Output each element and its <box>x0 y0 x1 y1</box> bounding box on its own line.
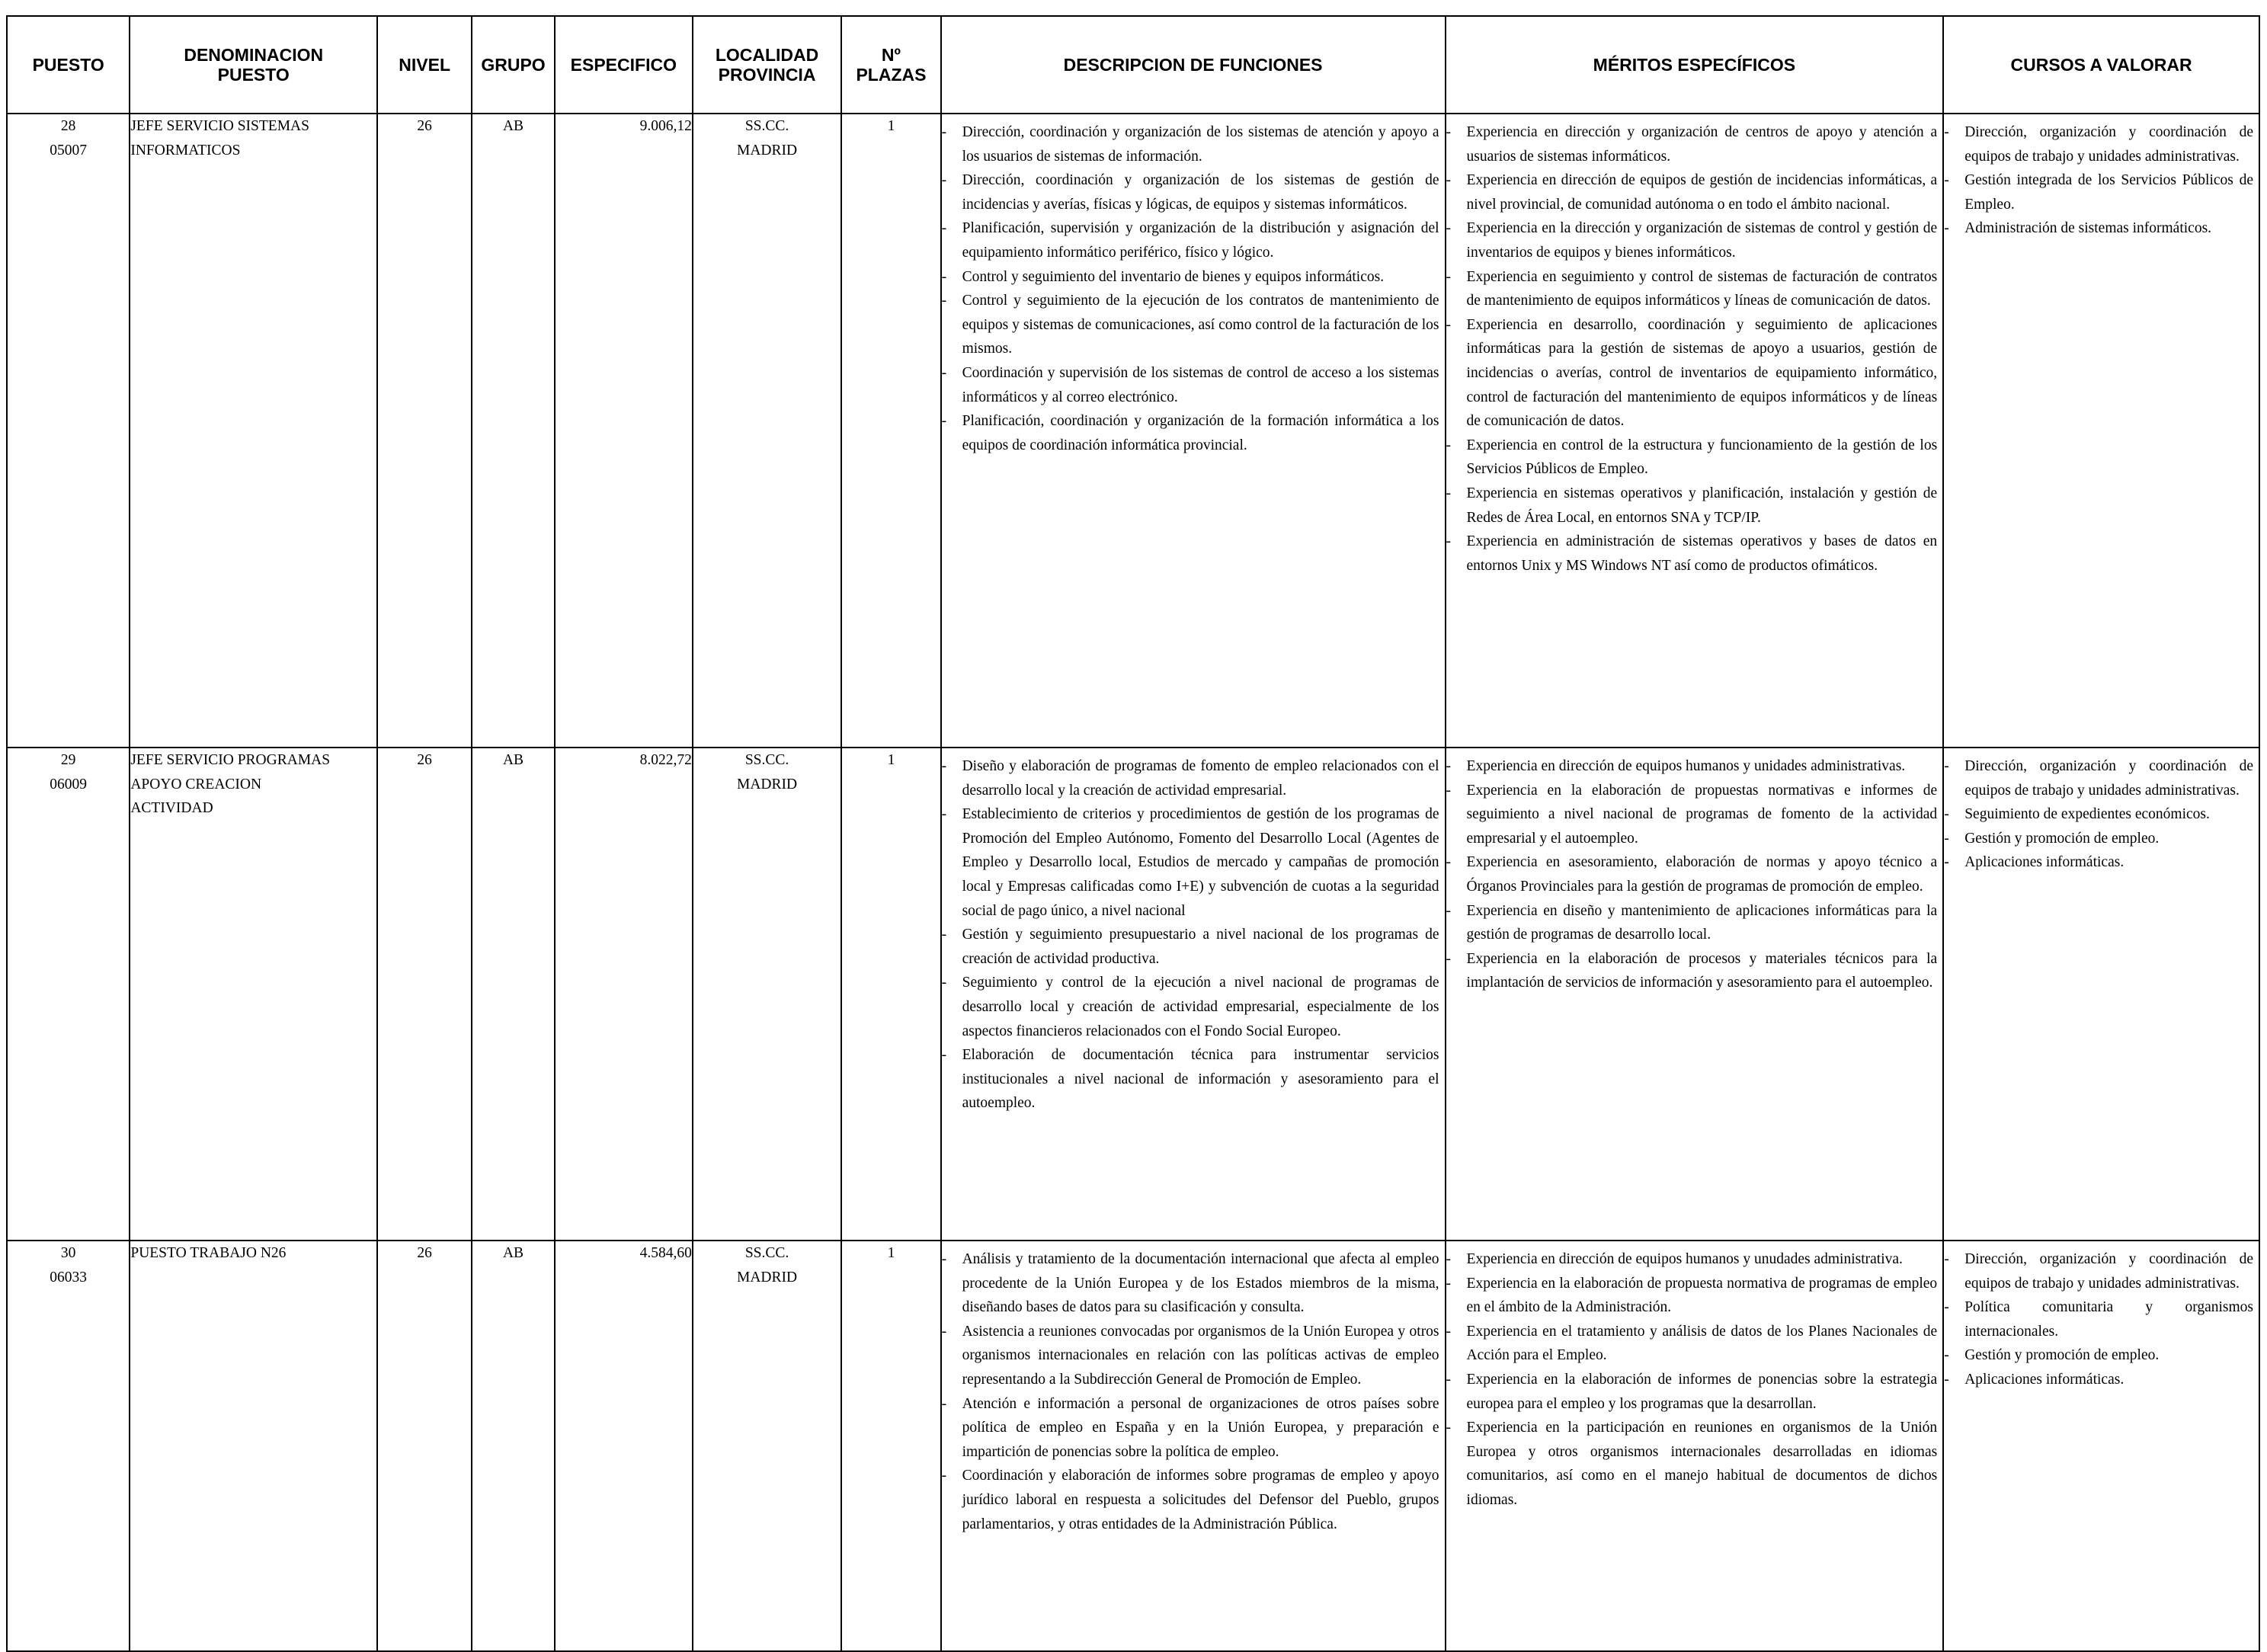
merito-item <box>1446 216 1938 264</box>
provincia-value: MADRID <box>737 142 798 158</box>
bullet-dash: - <box>1446 1420 1452 1436</box>
cursos-cell <box>1943 1241 2259 1651</box>
plazas-cell: 1 <box>841 1241 940 1651</box>
provincia-value: MADRID <box>737 1269 798 1285</box>
bullet-dash: - <box>1944 124 1949 140</box>
funcion-item <box>942 802 1439 923</box>
table-row <box>7 748 2259 1241</box>
funcion-item <box>942 971 1439 1043</box>
denominacion-line: APOYO CREACION <box>130 776 262 792</box>
localidad-value: SS.CC. <box>744 752 789 768</box>
bullet-dash: - <box>1944 854 1949 871</box>
bullet-dash: - <box>941 758 947 774</box>
bullet-dash: - <box>1944 1347 1949 1364</box>
merito-item <box>1446 120 1938 168</box>
funcion-item <box>942 1464 1439 1536</box>
nivel-cell: 26 <box>377 114 472 748</box>
funcion-item <box>942 289 1439 361</box>
curso-item <box>1944 1343 2253 1368</box>
localidad-cell <box>693 114 841 748</box>
funcion-item-text: Establecimiento de criterios y procedimientos de gestión de los programas de Promoción del Empleo Autónomo, Fomento del Desarrollo Local (Agentes de Empleo y Desarrollo local, Estudios de mercado y campañas de promoción local y Empresas calificadas como I+E) y subvención de cuotas a la seguridad social de pago único, a nivel nacional <box>962 806 1439 919</box>
puesto-number: 30 <box>60 1245 76 1261</box>
merito-item <box>1446 754 1938 779</box>
curso-item-text: Dirección, organización y coordinación de equipos de trabajo y unidades administrativas. <box>1964 1251 2253 1292</box>
curso-item-text: Seguimiento de expedientes económicos. <box>1964 806 2210 823</box>
funcion-item <box>942 754 1439 802</box>
header-plazas: Nº PLAZAS <box>841 16 940 114</box>
merito-item <box>1446 1368 1938 1416</box>
bullet-dash: - <box>1446 902 1452 919</box>
merito-item-text: Experiencia en diseño y mantenimiento de aplicaciones informáticas para la gestión de programas de desarrollo local. <box>1466 902 1938 943</box>
denominacion-line: INFORMATICOS <box>130 142 241 158</box>
meritos-cell <box>1446 748 1944 1241</box>
bullet-dash: - <box>1944 1251 1949 1267</box>
bullet-dash: - <box>941 1323 947 1340</box>
curso-item <box>1944 1295 2253 1343</box>
denominacion-line: JEFE SERVICIO PROGRAMAS <box>130 752 331 768</box>
denominacion-line: JEFE SERVICIO SISTEMAS <box>130 118 309 134</box>
header-grupo: GRUPO <box>472 16 555 114</box>
table-row <box>7 1241 2259 1651</box>
especifico-cell: 9.006,12 <box>555 114 693 748</box>
denominacion-line: ACTIVIDAD <box>130 800 213 817</box>
curso-item-text: Aplicaciones informáticas. <box>1964 854 2125 871</box>
merito-item-text: Experiencia en el tratamiento y análisis de datos de los Planes Nacionales de Acción para el Empleo. <box>1466 1323 1938 1364</box>
merito-item <box>1446 434 1938 482</box>
curso-item <box>1944 850 2253 875</box>
bullet-dash: - <box>941 1395 947 1412</box>
funcion-item-text: Dirección, coordinación y organización de los sistemas de gestión de incidencias y averías, físicas y lógicas, de equipos y sistemas informáticos. <box>962 172 1439 213</box>
localidad-value: SS.CC. <box>744 118 789 134</box>
localidad-cell <box>693 748 841 1241</box>
cursos-list <box>1944 748 2259 875</box>
bullet-dash: - <box>941 413 947 430</box>
funciones-list <box>942 748 1445 1116</box>
merito-item-text: Experiencia en control de la estructura y funcionamiento de la gestión de los Servicios Públicos de Empleo. <box>1466 437 1938 478</box>
bullet-dash: - <box>1446 758 1452 774</box>
funcion-item-text: Planificación, coordinación y organización de la formación informática a los equipos de coordinación informática provincial. <box>962 413 1439 453</box>
bullet-dash: - <box>1446 316 1452 333</box>
bullet-dash: - <box>1446 1371 1452 1388</box>
funcion-item-text: Coordinación y supervisión de los sistemas de control de acceso a los sistemas informáticos y al correo electrónico. <box>962 364 1439 405</box>
merito-item-text: Experiencia en la dirección y organización de sistemas de control y gestión de inventarios de equipos y bienes informáticos. <box>1466 220 1938 261</box>
header-nivel: NIVEL <box>377 16 472 114</box>
merito-item <box>1446 899 1938 947</box>
bullet-dash: - <box>941 220 947 237</box>
bullet-dash: - <box>1944 806 1949 823</box>
bullet-dash: - <box>1944 1299 1949 1316</box>
funcion-item <box>942 923 1439 971</box>
funcion-item <box>942 1320 1439 1392</box>
funciones-cell <box>941 748 1446 1241</box>
curso-item-text: Gestión integrada de los Servicios Públicos de Empleo. <box>1964 172 2253 213</box>
bullet-dash: - <box>1944 1371 1949 1388</box>
funcion-item <box>942 120 1439 168</box>
puesto-cell <box>7 1241 130 1651</box>
bullet-dash: - <box>1446 1251 1452 1267</box>
meritos-list <box>1446 1241 1943 1513</box>
bullet-dash: - <box>1446 533 1452 550</box>
puesto-cell <box>7 114 130 748</box>
merito-item-text: Experiencia en desarrollo, coordinación y seguimiento de aplicaciones informáticas para la gestión de sistemas de apoyo a usuarios, gestión de incidencias o averías, control de inventarios de equipamiento informático, control de facturación del mantenimiento de equipos informáticos y de líneas de comunicación de datos. <box>1466 316 1938 430</box>
curso-item <box>1944 216 2253 241</box>
merito-item <box>1446 1320 1938 1368</box>
puesto-code: 05007 <box>50 142 88 158</box>
merito-item <box>1446 313 1938 434</box>
curso-item <box>1944 802 2253 827</box>
cursos-list <box>1944 114 2259 241</box>
merito-item <box>1446 947 1938 995</box>
localidad-cell <box>693 1241 841 1651</box>
funcion-item-text: Elaboración de documentación técnica para instrumentar servicios institucionales a nivel nacional de información y asesoramiento para el autoempleo. <box>962 1047 1439 1112</box>
funcion-item-text: Coordinación y elaboración de informes sobre programas de empleo y apoyo jurídico laboral en respuesta a solicitudes del Defensor del Pueblo, grupos parlamentarios, y otras entidades de la Administración Pública. <box>962 1468 1439 1532</box>
puesto-code: 06033 <box>50 1269 88 1285</box>
merito-item <box>1446 779 1938 851</box>
bullet-dash: - <box>1446 1275 1452 1292</box>
curso-item-text: Administración de sistemas informáticos. <box>1964 220 2212 237</box>
bullet-dash: - <box>941 172 947 189</box>
bullet-dash: - <box>1446 124 1452 140</box>
curso-item-text: Dirección, organización y coordinación de equipos de trabajo y unidades administrativas. <box>1964 758 2253 799</box>
header-row <box>7 16 2259 114</box>
funciones-cell <box>941 1241 1446 1651</box>
grupo-cell: AB <box>472 114 555 748</box>
curso-item-text: Política comunitaria y organismos internacionales. <box>1964 1299 2253 1340</box>
merito-item-text: Experiencia en la elaboración de propuesta normativa de programas de empleo en el ámbito de la Administración. <box>1466 1275 1938 1316</box>
puesto-number: 28 <box>60 118 76 134</box>
especifico-cell: 4.584,60 <box>555 1241 693 1651</box>
especifico-cell: 8.022,72 <box>555 748 693 1241</box>
funcion-item <box>942 265 1439 290</box>
bullet-dash: - <box>1446 437 1452 453</box>
funcion-item-text: Control y seguimiento del inventario de bienes y equipos informáticos. <box>962 268 1385 285</box>
merito-item-text: Experiencia en dirección de equipos humanos y unidades administrativas. <box>1466 758 1906 774</box>
bullet-dash: - <box>941 1251 947 1267</box>
bullet-dash: - <box>1446 172 1452 189</box>
header-funciones: DESCRIPCION DE FUNCIONES <box>941 16 1446 114</box>
merito-item-text: Experiencia en asesoramiento, elaboración de normas y apoyo técnico a Órganos Provinciales para la gestión de programas de promoción de empleo. <box>1466 854 1938 895</box>
nivel-cell: 26 <box>377 748 472 1241</box>
curso-item <box>1944 168 2253 216</box>
merito-item-text: Experiencia en la elaboración de procesos y materiales técnicos para la implantación de servicios de información y asesoramiento para el autoempleo. <box>1466 950 1938 991</box>
merito-item <box>1446 482 1938 530</box>
curso-item-text: Dirección, organización y coordinación de equipos de trabajo y unidades administrativas. <box>1964 124 2253 165</box>
funcion-item-text: Atención e información a personal de organizaciones de otros países sobre política de empleo en España y en la Unión Europea, y preparación e impartición de ponencias sobre la política de empleo. <box>962 1395 1439 1460</box>
funcion-item-text: Análisis y tratamiento de la documentación internacional que afecta al empleo procedente de la Unión Europea y de los Estados miembros de la misma, diseñando bases de datos para su clasificación y consulta. <box>962 1251 1439 1316</box>
merito-item <box>1446 168 1938 216</box>
provincia-value: MADRID <box>737 776 798 792</box>
merito-item <box>1446 850 1938 898</box>
funciones-cell <box>941 114 1446 748</box>
plazas-cell: 1 <box>841 114 940 748</box>
bullet-dash: - <box>941 1047 947 1064</box>
bullet-dash: - <box>1446 220 1452 237</box>
bullet-dash: - <box>941 806 947 823</box>
curso-item <box>1944 1368 2253 1392</box>
merito-item <box>1446 265 1938 313</box>
funcion-item-text: Diseño y elaboración de programas de fomento de empleo relacionados con el desarrollo local y la creación de actividad empresarial. <box>962 758 1439 799</box>
merito-item-text: Experiencia en seguimiento y control de sistemas de facturación de contratos de mantenimiento de equipos informáticos y líneas de comunicación de datos. <box>1466 268 1938 309</box>
grupo-cell: AB <box>472 748 555 1241</box>
funcion-item <box>942 216 1439 264</box>
merito-item-text: Experiencia en dirección de equipos humanos y unudades administrativa. <box>1466 1251 1903 1267</box>
puestos-table <box>6 15 2260 1652</box>
header-denominacion: DENOMINACION PUESTO <box>130 16 377 114</box>
merito-item <box>1446 530 1938 578</box>
puesto-code: 06009 <box>50 776 88 792</box>
plazas-cell: 1 <box>841 748 940 1241</box>
bullet-dash: - <box>941 975 947 991</box>
bullet-dash: - <box>1446 485 1452 501</box>
puesto-number: 29 <box>60 752 76 768</box>
curso-item <box>1944 827 2253 851</box>
funcion-item <box>942 361 1439 409</box>
bullet-dash: - <box>1446 782 1452 799</box>
bullet-dash: - <box>1944 220 1949 237</box>
bullet-dash: - <box>1446 268 1452 285</box>
funcion-item-text: Control y seguimiento de la ejecución de los contratos de mantenimiento de equipos y sistemas de comunicaciones, así como control de la facturación de los mismos. <box>962 293 1439 357</box>
funcion-item-text: Dirección, coordinación y organización de los sistemas de atención y apoyo a los usuarios de sistemas de información. <box>962 124 1439 165</box>
funciones-list <box>942 1241 1445 1536</box>
denominacion-cell <box>130 114 377 748</box>
bullet-dash: - <box>941 268 947 285</box>
meritos-cell <box>1446 1241 1944 1651</box>
funcion-item-text: Asistencia a reuniones convocadas por organismos de la Unión Europea y otros organismos internacionales en relación con las políticas activas de empleo representando a la Subdirección General de Promoción de Empleo. <box>962 1323 1439 1388</box>
bullet-dash: - <box>941 293 947 309</box>
bullet-dash: - <box>1446 854 1452 871</box>
funcion-item-text: Seguimiento y control de la ejecución a nivel nacional de programas de desarrollo local y creación de actividad empresarial, especialmente de los aspectos financieros relacionados con el Fondo Social Europeo. <box>962 975 1439 1039</box>
meritos-cell <box>1446 114 1944 748</box>
bullet-dash: - <box>1944 172 1949 189</box>
bullet-dash: - <box>941 364 947 381</box>
header-localidad: LOCALIDAD PROVINCIA <box>693 16 841 114</box>
funcion-item <box>942 1392 1439 1465</box>
merito-item-text: Experiencia en la elaboración de propuestas normativas e informes de seguimiento a nivel nacional de programas de fomento de la actividad empresarial y el autoempleo. <box>1466 782 1938 847</box>
table-row <box>7 114 2259 748</box>
bullet-dash: - <box>1446 1323 1452 1340</box>
merito-item-text: Experiencia en dirección y organización de centros de apoyo y atención a usuarios de sistemas informáticos. <box>1466 124 1938 165</box>
bullet-dash: - <box>1446 950 1452 967</box>
grupo-cell: AB <box>472 1241 555 1651</box>
merito-item-text: Experiencia en la participación en reuniones en organismos de la Unión Europea y otros organismos internacionales desarrolladas en idiomas comunitarios, así como en el manejo habitual de documentos de dichos idiomas. <box>1466 1420 1938 1508</box>
curso-item-text: Aplicaciones informáticas. <box>1964 1371 2125 1388</box>
bullet-dash: - <box>1944 758 1949 774</box>
merito-item-text: Experiencia en administración de sistemas operativos y bases de datos en entornos Unix y MS Windows NT así como de productos ofimáticos. <box>1466 533 1938 574</box>
meritos-list <box>1446 114 1943 578</box>
header-especifico: ESPECIFICO <box>555 16 693 114</box>
denominacion-cell <box>130 1241 377 1651</box>
curso-item <box>1944 754 2253 802</box>
funcion-item <box>942 168 1439 216</box>
denominacion-line: PUESTO TRABAJO N26 <box>130 1245 287 1261</box>
curso-item <box>1944 120 2253 168</box>
puesto-cell <box>7 748 130 1241</box>
funcion-item <box>942 409 1439 457</box>
merito-item-text: Experiencia en la elaboración de informes de ponencias sobre la estrategia europea para el empleo y los programas que la desarrollan. <box>1466 1371 1938 1412</box>
funcion-item-text: Gestión y seguimiento presupuestario a nivel nacional de los programas de creación de actividad productiva. <box>962 927 1439 967</box>
funcion-item <box>942 1247 1439 1320</box>
funciones-list <box>942 114 1445 457</box>
bullet-dash: - <box>941 1468 947 1484</box>
meritos-list <box>1446 748 1943 995</box>
header-cursos: CURSOS A VALORAR <box>1943 16 2259 114</box>
merito-item <box>1446 1247 1938 1272</box>
curso-item-text: Gestión y promoción de empleo. <box>1964 830 2160 847</box>
header-meritos: MÉRITOS ESPECÍFICOS <box>1446 16 1944 114</box>
bullet-dash: - <box>941 124 947 140</box>
merito-item-text: Experiencia en sistemas operativos y planificación, instalación y gestión de Redes de Área Local, en entornos SNA y TCP/IP. <box>1466 485 1938 526</box>
funcion-item <box>942 1043 1439 1116</box>
nivel-cell: 26 <box>377 1241 472 1651</box>
funcion-item-text: Planificación, supervisión y organización de la distribución y asignación del equipamiento informático periférico, físico y lógico. <box>962 220 1439 261</box>
denominacion-cell <box>130 748 377 1241</box>
merito-item-text: Experiencia en dirección de equipos de gestión de incidencias informáticas, a nivel provincial, de comunidad autónoma o en todo el ámbito nacional. <box>1466 172 1938 213</box>
merito-item <box>1446 1272 1938 1320</box>
curso-item <box>1944 1247 2253 1295</box>
header-puesto: PUESTO <box>7 16 130 114</box>
curso-item-text: Gestión y promoción de empleo. <box>1964 1347 2160 1364</box>
cursos-cell <box>1943 114 2259 748</box>
localidad-value: SS.CC. <box>744 1245 789 1261</box>
bullet-dash: - <box>1944 830 1949 847</box>
merito-item <box>1446 1416 1938 1512</box>
bullet-dash: - <box>941 927 947 943</box>
cursos-cell <box>1943 748 2259 1241</box>
cursos-list <box>1944 1241 2259 1392</box>
